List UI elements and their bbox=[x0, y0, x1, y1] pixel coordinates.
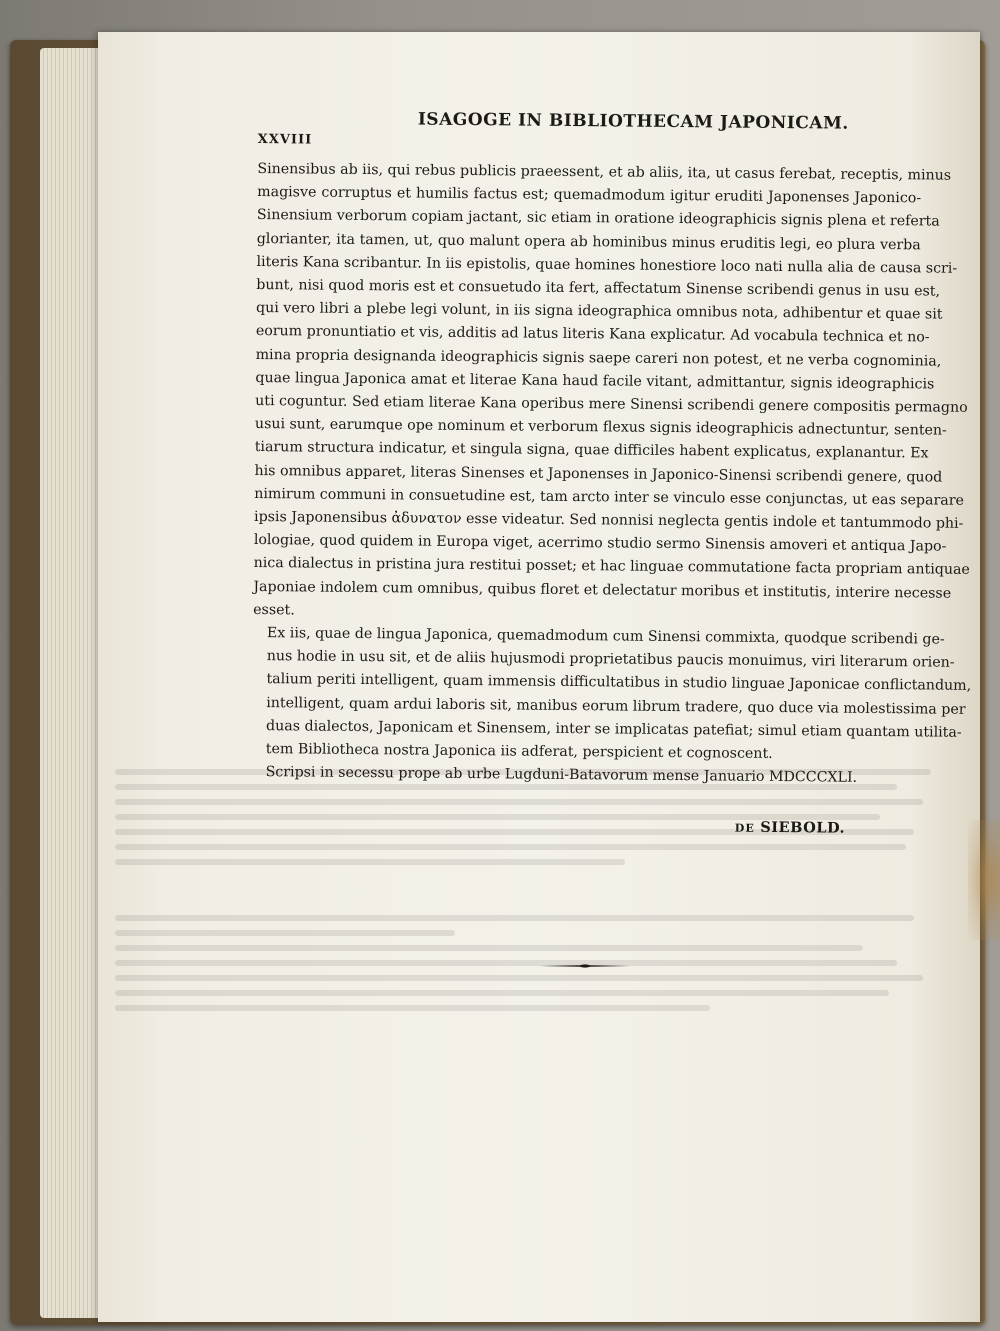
text-line: duas dialectos, Japonicam et Sinensem, inter se implicatas patefiat; simul etiam quantam utilita- bbox=[265, 717, 962, 741]
text-line: intelligent, quam ardui laboris sit, manibus eorum librum tradere, quo duce via molestissima per bbox=[266, 694, 966, 718]
text-line: nimirum communi in consuetudine est, tam arcto inter se vinculo esse conjunctas, ut eas separare bbox=[254, 485, 965, 509]
text-line: bunt, nisi quod moris est et consuetudo ita fert, affectatum Sinense scribendi genus in usu est, bbox=[256, 277, 941, 300]
text-line: Ex iis, quae de lingua Japonica, quemadmodum cum Sinensi commixta, quodque scribendi ge- bbox=[266, 625, 945, 648]
body-text bbox=[252, 158, 972, 791]
text-line: usui sunt, earumque ope nominum et verborum flexus signis ideographicis adnectuntur, senten- bbox=[254, 416, 947, 439]
text-line: nica dialectus in pristina jura restitui posset; et hac linguae commutatione facta propriam antiquae bbox=[253, 555, 970, 579]
page-stain bbox=[968, 820, 1000, 940]
paragraph bbox=[252, 761, 916, 791]
running-title: ISAGOGE IN BIBLIOTHECAM JAPONICAM. bbox=[417, 109, 849, 134]
text-line: Scripsi in secessu prope ab urbe Lugduni-Batavorum mense Januario MDCCCXLI. bbox=[265, 764, 858, 787]
text-line: eorum pronuntiatio et vis, additis ad latus literis Kana explicatur. Ad vocabula technica et no- bbox=[255, 323, 930, 346]
ornament-rule-icon bbox=[540, 960, 630, 972]
text-line: tem Bibliotheca nostra Japonica iis adferat, perspicient et cognoscent. bbox=[265, 741, 773, 763]
text-line: qui vero libri a plebe legi volunt, in iis signa ideographica omnibus nota, adhibentur et quae sit bbox=[256, 300, 943, 323]
paragraph bbox=[253, 158, 970, 628]
text-line: talium periti intelligent, quam immensis difficultatibus in studio linguae Japonicae conflictandum, bbox=[266, 671, 972, 695]
text-line: mina propria designanda ideographicis signis saepe careri non potest, et ne verba cognominia, bbox=[255, 346, 942, 370]
signature-prefix: DE bbox=[734, 822, 755, 836]
text-line: Japoniae indolem cum omnibus, quibus floret et delectatur moribus et institutis, interire necesse bbox=[253, 578, 952, 602]
text-line: glorianter, ita tamen, ut, quo malunt opera ab hominibus minus eruditis legi, eo plura verba bbox=[256, 230, 921, 253]
paragraph bbox=[252, 622, 972, 768]
text-line: quae lingua Japonica amat et literae Kana haud facile vitant, admittantur, signis ideographicis bbox=[255, 369, 935, 393]
signature-name: SIEBOLD. bbox=[760, 819, 846, 838]
page-text-block bbox=[251, 108, 972, 838]
text-line: his omnibus apparet, literas Sinenses et Japonenses in Japonico-Sinensi scribendi genere, quod bbox=[254, 462, 943, 486]
text-line: literis Kana scribantur. In iis epistolis, quae homines honestiore loco nati nulla alia de causa scri- bbox=[256, 253, 958, 277]
text-line: nus hodie in usu sit, et de aliis hujusmodi proprietatibus paucis monuimus, viri literarum orien- bbox=[266, 648, 955, 671]
text-line: lologiae, quod quidem in Europa viget, acerrimo studio sermo Sinensis amoveri et antiqua Japo- bbox=[253, 532, 947, 555]
text-line: tiarum structura indicatur, et singula signa, quae difficiles habent explicatus, explanantur. Ex bbox=[254, 439, 929, 462]
text-line: magisve corruptus et humilis factus est; quemadmodum igitur eruditi Japonenses Japonico- bbox=[257, 184, 922, 207]
text-line: esset. bbox=[253, 601, 295, 619]
text-line: ipsis Japonensibus ἀδυνατον esse videatur. Sed nonnisi neglecta gentis indole et tantummodo phi- bbox=[253, 509, 964, 532]
page-number: XXVIII bbox=[257, 131, 313, 148]
page-header bbox=[258, 108, 922, 154]
text-line: uti coguntur. Sed etiam literae Kana operibus mere Sinensi scribendi genere compositis permagno bbox=[255, 393, 968, 416]
text-line: Sinensibus ab iis, qui rebus publicis praeessent, et ab aliis, ita, ut casus ferebat, receptis, minus bbox=[257, 160, 952, 184]
text-line: Sinensium verborum copiam jactant, sic etiam in oratione ideographicis signis plena et referta bbox=[256, 207, 940, 230]
